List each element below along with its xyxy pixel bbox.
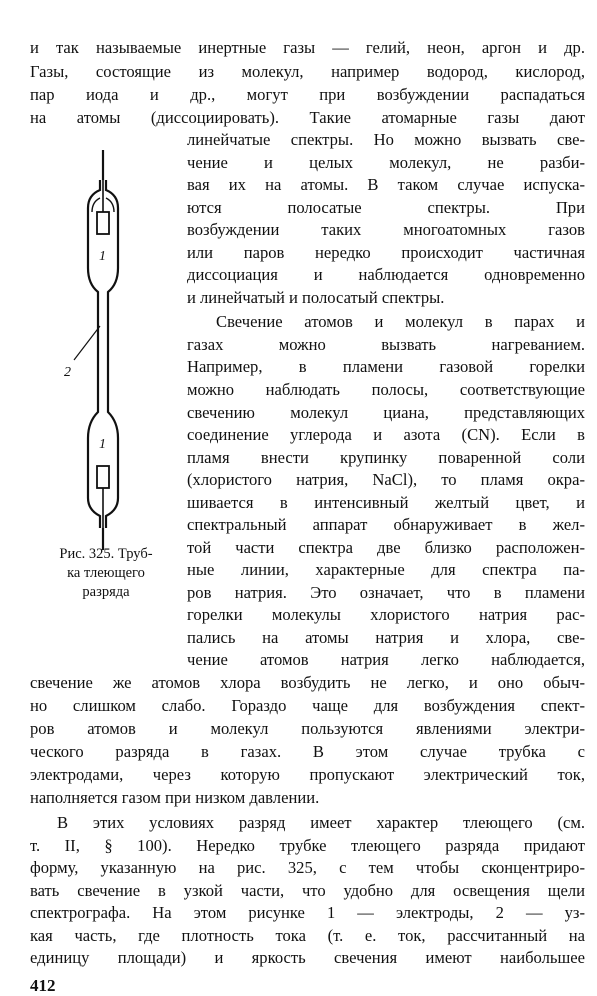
text-line: пались на атомы натрия и хлора, све- <box>187 628 585 647</box>
text-line: т. II, § 100). Нередко трубке тлеющего разряда придают <box>30 836 585 855</box>
figure-label-electrode-top: 1 <box>99 249 106 264</box>
top-electrode <box>97 212 109 234</box>
caption-line: ка тлеющего <box>67 565 145 581</box>
page-number: 412 <box>30 976 56 995</box>
text-line: Газы, состоящие из молекул, например водород, кислород, <box>30 62 585 81</box>
text-line: единицу площади) и яркость свечения имеют наибольшее <box>30 948 585 967</box>
text-line: пар иода и др., могут при возбуждении распадаться <box>30 85 585 104</box>
text-line: шивается в интенсивный желтый цвет, и <box>187 493 585 512</box>
text-line: чение и целых молекул, не разби- <box>187 153 585 172</box>
text-line: или паров нередко происходит частичная <box>187 243 585 262</box>
text-line: вать свечение в узкой части, что удобно для освещения щели <box>30 881 585 900</box>
text-line: Например, в пламени газовой горелки <box>187 357 585 376</box>
text-line: линейчатые спектры. Но можно вызвать све- <box>187 130 585 149</box>
text-line: ются полосатые спектры. При <box>187 198 585 217</box>
caption-line: Рис. 325. Труб- <box>59 546 153 562</box>
text-line: спектральный аппарат обнаруживает в жел- <box>187 515 585 534</box>
text-line: газах можно вызвать нагреванием. <box>187 335 585 354</box>
text-line: но слишком слабо. Гораздо чаще для возбуждения спект- <box>30 696 585 715</box>
text-line: той части спектра две близко расположен- <box>187 538 585 557</box>
text-line: вая их на атомы. В таком случае испуска- <box>187 175 585 194</box>
glow-discharge-tube-figure <box>60 150 160 550</box>
text-line: и так называемые инертные газы — гелий, неон, аргон и др. <box>30 38 585 57</box>
text-line: чение атомов натрия легко наблюдается, <box>187 650 585 669</box>
caption-line: разряда <box>82 584 130 600</box>
text-line: возбуждении таких многоатомных газов <box>187 220 585 239</box>
text-line: ров натрия. Это означает, что в пламени <box>187 583 585 602</box>
text-line: ные линии, характерные для спектра па- <box>187 560 585 579</box>
text-line: соединение углерода и азота (CN). Если в <box>187 425 585 444</box>
figure-label-narrow-part: 2 <box>64 365 71 380</box>
text-line: (хлористого натрия, NaCl), то пламя окра- <box>187 470 585 489</box>
text-line: форму, указанную на рис. 325, с тем чтобы сконцентриро- <box>30 858 585 877</box>
text-line: и линейчатый и полосатый спектры. <box>187 288 445 307</box>
text-line: диссоциация и наблюдается одновременно <box>187 265 585 284</box>
text-line: можно наблюдать полосы, соответствующие <box>187 380 585 399</box>
text-line: электродами, через которую пропускают электрический ток, <box>30 765 585 784</box>
text-line: свечение же атомов хлора возбудить не легко, и оно обыч- <box>30 673 585 692</box>
bottom-electrode <box>97 466 109 488</box>
text-line: на атомы (диссоциировать). Такие атомарные газы дают <box>30 108 585 127</box>
text-line: свечению молекул циана, представляющих <box>187 403 585 422</box>
text-line: Свечение атомов и молекул в парах и <box>216 312 585 331</box>
text-line: наполняется газом при низком давлении. <box>30 788 320 807</box>
text-line: ческого разряда в газах. В этом случае трубка с <box>30 742 585 761</box>
figure-label-electrode-bottom: 1 <box>99 437 106 452</box>
text-line: В этих условиях разряд имеет характер тлеющего (см. <box>57 813 585 832</box>
text-line: горелки молекулы хлористого натрия рас- <box>187 605 585 624</box>
text-line: кая часть, где плотность тока (т. е. ток, рассчитанный на <box>30 926 585 945</box>
text-line: ров атомов и молекул пользуются явлениями электри- <box>30 719 585 738</box>
figure-caption <box>36 545 176 602</box>
text-line: пламя внести крупинку поваренной соли <box>187 448 585 467</box>
text-line: спектрографа. На этом рисунке 1 — электроды, 2 — уз- <box>30 903 585 922</box>
